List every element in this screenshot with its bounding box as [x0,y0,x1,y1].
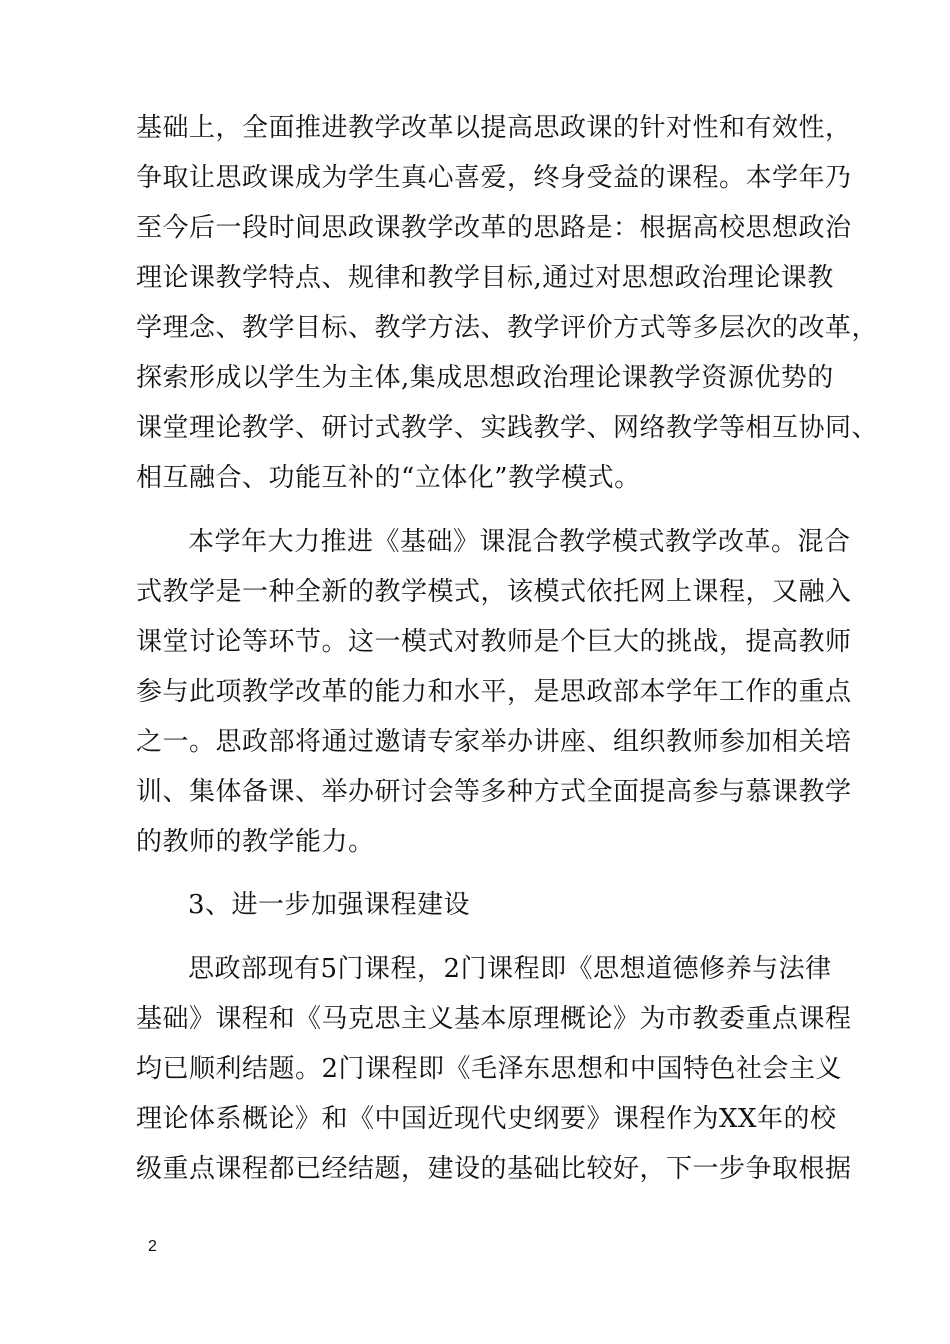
body-text-line: 理论体系概论》和《中国近现代史纲要》课程作为XX年的校 [136,1104,837,1134]
paragraph-first-line: 本学年大力推进《基础》课混合教学模式教学改革。混合 [188,527,851,557]
body-text-line: 的教师的教学能力。 [136,827,375,857]
body-text-line: 基础上，全面推进教学改革以提高思政课的针对性和有效性， [136,113,852,143]
body-text-line: 相互融合、功能互补的“立体化”教学模式。 [136,463,641,493]
body-text-line: 均已顺利结题。2门课程即《毛泽东思想和中国特色社会主义 [136,1054,843,1084]
body-text-line: 争取让思政课成为学生真心喜爱，终身受益的课程。本学年乃 [136,163,852,193]
body-text-line: 参与此项教学改革的能力和水平，是思政部本学年工作的重点 [136,677,852,707]
body-text-line: 基础》课程和《马克思主义基本原理概论》为市教委重点课程 [136,1004,852,1034]
body-text-line: 级重点课程都已经结题，建设的基础比较好，下一步争取根据 [136,1154,852,1184]
body-text-line: 课堂讨论等环节。这一模式对教师是个巨大的挑战，提高教师 [136,627,852,657]
body-text-line: 课堂理论教学、研讨式教学、实践教学、网络教学等相互协同、 [136,413,879,443]
body-text-line: 探索形成以学生为主体,集成思想政治理论课教学资源优势的 [136,363,834,393]
body-text-line: 式教学是一种全新的教学模式，该模式依托网上课程，又融入 [136,577,852,607]
body-text-line: 理论课教学特点、规律和教学目标,通过对思想政治理论课教 [136,263,834,293]
paragraph-first-line: 思政部现有5门课程，2门课程即《思想道德修养与法律 [188,954,832,984]
body-text-line: 训、集体备课、举办研讨会等多种方式全面提高参与慕课教学 [136,777,852,807]
body-text-line: 至今后一段时间思政课教学改革的思路是：根据高校思想政治 [136,213,852,243]
section-heading: 3、进一步加强课程建设 [188,890,471,920]
body-text-line: 学理念、教学目标、教学方法、教学评价方式等多层次的改革， [136,313,879,343]
page-number: 2 [148,1238,157,1255]
body-text-line: 之一。思政部将通过邀请专家举办讲座、组织教师参加相关培 [136,727,852,757]
